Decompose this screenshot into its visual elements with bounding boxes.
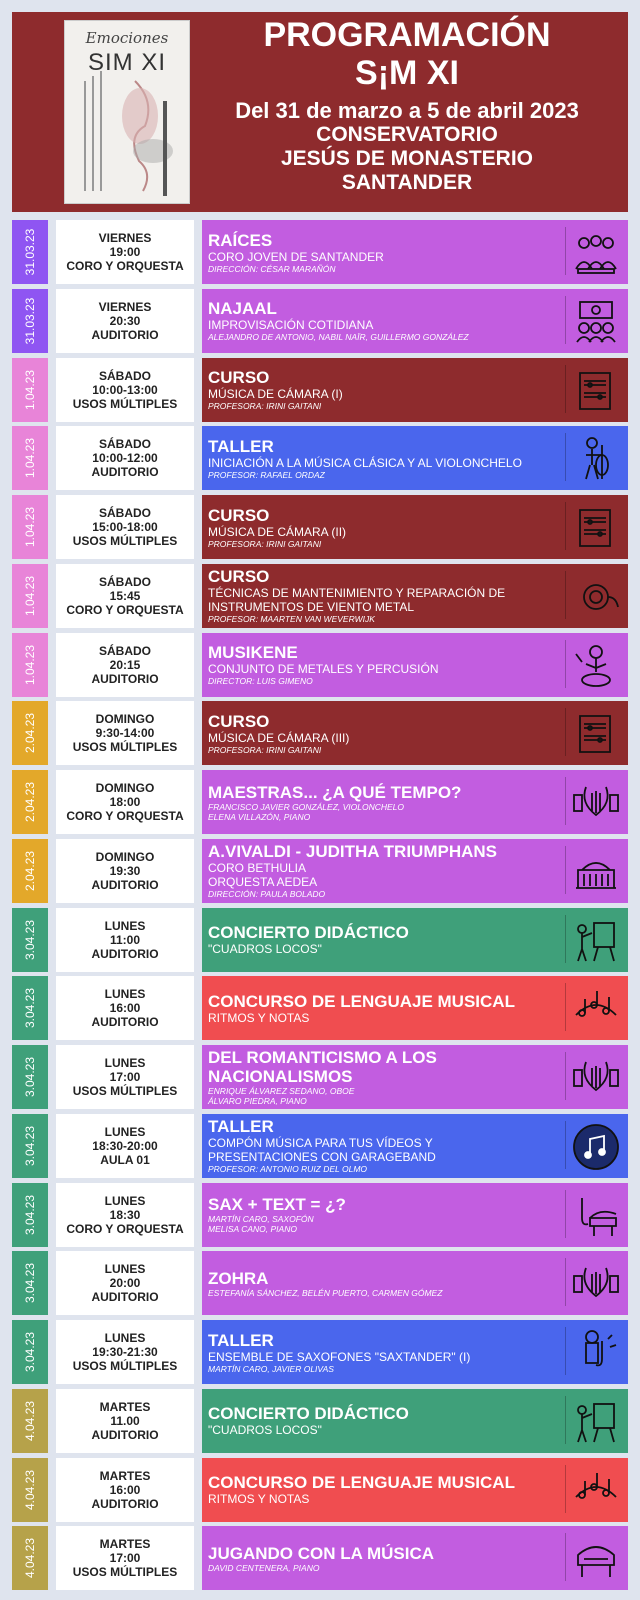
event-date: 2.04.23	[23, 781, 37, 823]
event-day: DOMINGO	[95, 712, 155, 727]
schedule-row	[12, 220, 628, 284]
event-time: 18:30-20:00	[92, 1138, 158, 1153]
event-title: ZOHRA	[208, 1268, 269, 1288]
schedule-row	[12, 564, 628, 628]
event-date: 1.04.23	[23, 644, 37, 685]
event-room: USOS MÚLTIPLES	[72, 1359, 178, 1373]
event-time-block	[56, 633, 194, 697]
event-subtitle: CORO JOVEN DE SANTANDER	[208, 249, 384, 264]
event-subtitle: "CUADROS LOCOS"	[208, 1423, 322, 1438]
event-time: 18:30	[109, 1207, 141, 1222]
header-banner	[12, 12, 628, 212]
painter-icon	[565, 1396, 614, 1444]
schedule-row	[12, 976, 628, 1040]
event-time-block	[56, 1251, 194, 1315]
event-date: 1.04.23	[23, 438, 37, 479]
schedule-row	[12, 1251, 628, 1315]
schedule-row	[12, 426, 628, 490]
event-date: 2.04.23	[23, 713, 37, 754]
painter-icon	[565, 915, 614, 963]
event-time: 17:00	[109, 1070, 141, 1084]
festival-poster	[64, 20, 190, 204]
event-time-block	[56, 220, 194, 284]
choir-icon	[565, 227, 614, 275]
event-title: RAÍCES	[208, 230, 273, 250]
schedule-row	[12, 495, 628, 559]
event-card	[202, 1183, 628, 1247]
event-time: 17:00	[109, 1551, 141, 1566]
event-date: 3.04.23	[23, 919, 37, 960]
horn-icon	[565, 571, 614, 619]
event-subtitle: PRESENTACIONES CON GARAGEBAND	[208, 1150, 436, 1165]
event-title: TALLER	[208, 1330, 274, 1350]
event-card	[202, 839, 628, 903]
schedule-row	[12, 770, 628, 834]
event-time-block	[56, 701, 194, 765]
event-time-block	[56, 495, 194, 559]
event-title: MUSIKENE	[208, 643, 298, 662]
date-strip	[12, 976, 48, 1040]
event-day: MARTES	[99, 1399, 151, 1414]
event-time-block	[56, 1114, 194, 1178]
event-day: LUNES	[104, 1124, 146, 1139]
event-room: USOS MÚLTIPLES	[72, 396, 178, 411]
event-date: 4.04.23	[23, 1469, 37, 1510]
event-time: 15:45	[109, 588, 141, 603]
event-time: 10:00-12:00	[92, 451, 158, 466]
event-time: 20:30	[109, 313, 141, 328]
date-strip	[12, 1526, 48, 1590]
event-card	[202, 495, 628, 559]
event-card	[202, 220, 628, 284]
event-card	[202, 1251, 628, 1315]
event-time: 16:00	[109, 1001, 141, 1016]
event-date: 1.04.23	[23, 506, 37, 548]
event-room: AUDITORIO	[91, 671, 159, 686]
event-subtitle: COMPÓN MÚSICA PARA TUS VÍDEOS Y	[208, 1136, 433, 1151]
event-card	[202, 1389, 628, 1453]
date-strip	[12, 1251, 48, 1315]
event-day: SÁBADO	[98, 643, 151, 658]
event-time: 10:00-13:00	[92, 382, 158, 397]
event-date: 1.04.23	[23, 369, 37, 410]
event-room: USOS MÚLTIPLES	[72, 534, 178, 548]
event-detail: DIRECCIÓN: PAULA BOLADO	[208, 889, 326, 900]
event-detail: PROFESORA: IRINI GAITANI	[208, 538, 322, 549]
event-card	[202, 1114, 628, 1178]
event-subtitle: ENSEMBLE DE SAXOFONES "SAXTANDER" (I)	[208, 1349, 471, 1364]
event-title: CONCIERTO DIDÁCTICO	[208, 923, 409, 942]
event-title: DEL ROMANTICISMO A LOS	[208, 1048, 437, 1067]
venue-city: SANTANDER	[341, 171, 473, 194]
music-notes-icon	[565, 1465, 614, 1513]
event-room: AUDITORIO	[91, 1290, 159, 1305]
schedule-row	[12, 358, 628, 422]
event-date: 3.04.23	[23, 1331, 37, 1373]
music-notes-icon	[565, 983, 614, 1031]
event-card	[202, 1045, 628, 1109]
event-time-block	[56, 839, 194, 903]
event-day: LUNES	[104, 918, 146, 933]
event-date: 31.03.23	[23, 228, 37, 276]
event-date: 1.04.23	[23, 575, 37, 616]
date-strip	[12, 908, 48, 972]
event-room: AUDITORIO	[91, 1015, 159, 1030]
event-day: DOMINGO	[95, 781, 155, 795]
poster-title: SIM XI	[87, 49, 166, 76]
event-time-block	[56, 1183, 194, 1247]
event-subtitle: INICIACIÓN A LA MÚSICA CLÁSICA Y AL VIOLONCHELO	[208, 455, 522, 470]
schedule-row	[12, 289, 628, 353]
event-subtitle: "CUADROS LOCOS"	[208, 942, 322, 956]
event-title: NAJAAL	[208, 299, 277, 319]
date-strip	[12, 358, 48, 422]
schedule-row	[12, 839, 628, 903]
event-time: 19:30-21:30	[92, 1345, 158, 1359]
event-detail: ENRIQUE ÁLVAREZ SEDANO, OBOE	[208, 1086, 355, 1096]
event-room: AUDITORIO	[91, 1427, 159, 1442]
event-card	[202, 633, 628, 697]
event-detail: FRANCISCO JAVIER GONZÁLEZ, VIOLONCHELO	[208, 801, 405, 812]
lyre-icon	[565, 777, 614, 825]
event-time-block	[56, 564, 194, 628]
saxophonist-icon	[565, 1327, 614, 1375]
event-room: AUDITORIO	[91, 1496, 159, 1511]
schedule-row	[12, 1183, 628, 1247]
event-card	[202, 701, 628, 765]
event-detail: PROFESORA: IRINI GAITANI	[208, 744, 322, 755]
date-strip	[12, 1389, 48, 1453]
event-title: MAESTRAS... ¿A QUÉ TEMPO?	[208, 782, 462, 802]
event-date: 3.04.23	[23, 1263, 37, 1304]
event-time-block	[56, 976, 194, 1040]
event-room: CORO Y ORQUESTA	[66, 809, 184, 823]
event-day: MARTES	[99, 1537, 151, 1552]
date-strip	[12, 1458, 48, 1522]
event-subtitle: MÚSICA DE CÁMARA (I)	[208, 387, 343, 401]
event-title: CONCURSO DE LENGUAJE MUSICAL	[208, 991, 515, 1011]
event-time-block	[56, 1389, 194, 1453]
date-strip	[12, 289, 48, 353]
event-title: CURSO	[208, 711, 270, 731]
date-strip	[12, 701, 48, 765]
lyre-icon	[565, 1258, 614, 1306]
event-date: 2.04.23	[23, 850, 37, 891]
event-subtitle: IMPROVISACIÓN COTIDIANA	[208, 318, 374, 333]
event-subtitle: INSTRUMENTOS DE VIENTO METAL	[208, 600, 415, 615]
event-title: JUGANDO CON LA MÚSICA	[208, 1543, 435, 1563]
date-strip	[12, 1320, 48, 1384]
event-room: AUDITORIO	[91, 877, 159, 892]
schedule-row	[12, 1389, 628, 1453]
sheet-music-icon	[565, 502, 614, 550]
event-subtitle: TÉCNICAS DE MANTENIMIENTO Y REPARACIÓN DE	[208, 586, 506, 601]
program-title: PROGRAMACIÓN	[263, 16, 551, 54]
sax-piano-icon	[565, 1190, 614, 1238]
header-text	[197, 16, 617, 195]
event-room: CORO Y ORQUESTA	[66, 259, 184, 273]
event-card	[202, 908, 628, 972]
event-day: SÁBADO	[98, 368, 151, 383]
event-date: 3.04.23	[23, 988, 37, 1029]
cellist-icon	[565, 433, 614, 481]
event-day: SÁBADO	[98, 506, 151, 520]
event-time-block	[56, 426, 194, 490]
event-day: VIERNES	[98, 299, 152, 314]
event-time: 20:15	[109, 657, 141, 672]
event-time-block	[56, 770, 194, 834]
event-detail: MARTÍN CARO, JAVIER OLIVAS	[208, 1363, 334, 1374]
event-detail: MARTÍN CARO, SAXOFÓN	[208, 1214, 314, 1224]
event-time: 11.00	[110, 1413, 140, 1428]
event-time-block	[56, 1320, 194, 1384]
schedule-row	[12, 1526, 628, 1590]
event-date: 3.04.23	[23, 1056, 37, 1098]
event-title: TALLER	[208, 1117, 274, 1137]
date-strip	[12, 220, 48, 284]
piano-icon	[565, 1533, 614, 1581]
sheet-music-icon	[565, 708, 614, 756]
event-detail: ALEJANDRO DE ANTONIO, NABIL NAÏR, GUILLERMO GONZÁLEZ	[208, 332, 469, 343]
event-title: TALLER	[208, 436, 274, 456]
event-detail: ÁLVARO PIEDRA, PIANO	[208, 1096, 307, 1106]
event-time: 9:30-14:00	[95, 726, 155, 741]
event-card	[202, 426, 628, 490]
date-strip	[12, 495, 48, 559]
event-detail: ESTEFANÍA SÁNCHEZ, BELÉN PUERTO, CARMEN GÓMEZ	[208, 1287, 443, 1298]
event-time-block	[56, 908, 194, 972]
event-card	[202, 1320, 628, 1384]
event-subtitle: CORO BETHULIA	[208, 861, 307, 876]
event-title: CURSO	[208, 567, 270, 587]
event-time: 20:00	[109, 1276, 141, 1291]
event-subtitle: MÚSICA DE CÁMARA (III)	[208, 730, 350, 745]
event-detail: MELISA CANO, PIANO	[208, 1224, 297, 1234]
event-time-block	[56, 1045, 194, 1109]
event-date: 3.04.23	[23, 1125, 37, 1166]
poster-subtitle: Emociones	[85, 29, 169, 47]
event-time-block	[56, 1526, 194, 1590]
event-time: 11:00	[109, 932, 141, 947]
event-room: USOS MÚLTIPLES	[72, 1565, 178, 1580]
event-room: AUDITORIO	[91, 327, 159, 342]
event-detail: PROFESORA: IRINI GAITANI	[208, 401, 322, 411]
event-title: A.VIVALDI - JUDITHA TRIUMPHANS	[208, 842, 497, 862]
music-app-icon	[565, 1121, 614, 1169]
date-strip	[12, 1114, 48, 1178]
event-card	[202, 1526, 628, 1590]
event-day: SÁBADO	[98, 574, 151, 589]
event-card	[202, 976, 628, 1040]
event-date: 4.04.23	[23, 1538, 37, 1579]
date-strip	[12, 839, 48, 903]
date-strip	[12, 564, 48, 628]
event-card	[202, 1458, 628, 1522]
event-day: LUNES	[104, 987, 146, 1002]
event-detail: DIRECTOR: LUIS GIMENO	[208, 676, 313, 686]
drummer-icon	[565, 640, 614, 688]
event-room: AULA 01	[100, 1152, 150, 1167]
instruments-collage-icon	[65, 21, 189, 203]
event-day: DOMINGO	[95, 849, 155, 864]
event-title: CONCURSO DE LENGUAJE MUSICAL	[208, 1473, 515, 1492]
event-time: 18:00	[109, 795, 141, 809]
schedule-row	[12, 1045, 628, 1109]
event-room: CORO Y ORQUESTA	[66, 602, 184, 617]
event-card	[202, 358, 628, 422]
event-detail: ELENA VILLAZÓN, PIANO	[208, 811, 311, 822]
opera-house-icon	[565, 846, 614, 894]
event-subtitle: RITMOS Y NOTAS	[208, 1492, 310, 1506]
event-time: 16:00	[109, 1482, 141, 1497]
event-room: AUDITORIO	[91, 465, 159, 480]
event-detail: PROFESOR: RAFAEL ORDAZ	[208, 469, 325, 480]
schedule-row	[12, 633, 628, 697]
event-time-block	[56, 1458, 194, 1522]
event-detail: PROFESOR: ANTONIO RUIZ DEL OLMO	[208, 1164, 368, 1175]
event-title: CURSO	[208, 505, 270, 525]
event-room: AUDITORIO	[91, 946, 159, 961]
event-detail: PROFESOR: MAARTEN VAN WEVERWIJK	[208, 614, 375, 625]
event-title: NACIONALISMOS	[208, 1067, 353, 1086]
schedule-row	[12, 1320, 628, 1384]
event-subtitle: MÚSICA DE CÁMARA (II)	[208, 524, 347, 539]
lyre-icon	[565, 1052, 614, 1100]
event-subtitle: ORQUESTA AEDEA	[208, 875, 318, 890]
festival-name: S¡M XI	[355, 54, 459, 92]
event-time: 15:00-18:00	[92, 520, 158, 534]
event-time-block	[56, 289, 194, 353]
event-room: CORO Y ORQUESTA	[66, 1221, 184, 1236]
event-card	[202, 770, 628, 834]
event-day: VIERNES	[98, 231, 152, 245]
venue-line1: CONSERVATORIO	[316, 123, 498, 146]
event-day: LUNES	[104, 1056, 146, 1070]
event-title: CONCIERTO DIDÁCTICO	[208, 1404, 409, 1424]
event-time: 19:00	[109, 245, 141, 259]
event-detail: DIRECCIÓN: CÉSAR MARAÑÓN	[208, 263, 336, 274]
festival-dates: Del 31 de marzo a 5 de abril 2023	[235, 98, 579, 123]
event-room: USOS MÚLTIPLES	[72, 1084, 178, 1098]
event-date: 3.04.23	[23, 1194, 37, 1235]
event-room: USOS MÚLTIPLES	[72, 740, 178, 755]
date-strip	[12, 426, 48, 490]
event-card	[202, 289, 628, 353]
event-date: 31.03.23	[23, 297, 37, 345]
audience-icon	[565, 296, 614, 344]
schedule-row	[12, 1114, 628, 1178]
date-strip	[12, 770, 48, 834]
event-day: SÁBADO	[98, 437, 151, 452]
event-date: 4.04.23	[23, 1400, 37, 1441]
event-card	[202, 564, 628, 628]
schedule-row	[12, 1458, 628, 1522]
schedule-row	[12, 908, 628, 972]
event-day: MARTES	[99, 1468, 151, 1483]
venue-line2: JESÚS DE MONASTERIO	[280, 147, 534, 170]
event-subtitle: CONJUNTO DE METALES Y PERCUSIÓN	[208, 662, 439, 676]
sheet-music-icon	[565, 365, 614, 413]
event-day: LUNES	[104, 1331, 146, 1345]
event-detail: DAVID CENTENERA, PIANO	[208, 1562, 320, 1573]
event-time-block	[56, 358, 194, 422]
event-title: SAX + TEXT = ¿?	[208, 1195, 346, 1214]
date-strip	[12, 1045, 48, 1109]
event-day: LUNES	[104, 1262, 146, 1277]
event-title: CURSO	[208, 368, 270, 387]
event-time: 19:30	[109, 863, 141, 878]
event-subtitle: RITMOS Y NOTAS	[208, 1010, 310, 1025]
date-strip	[12, 633, 48, 697]
date-strip	[12, 1183, 48, 1247]
event-day: LUNES	[104, 1193, 146, 1208]
schedule-row	[12, 701, 628, 765]
